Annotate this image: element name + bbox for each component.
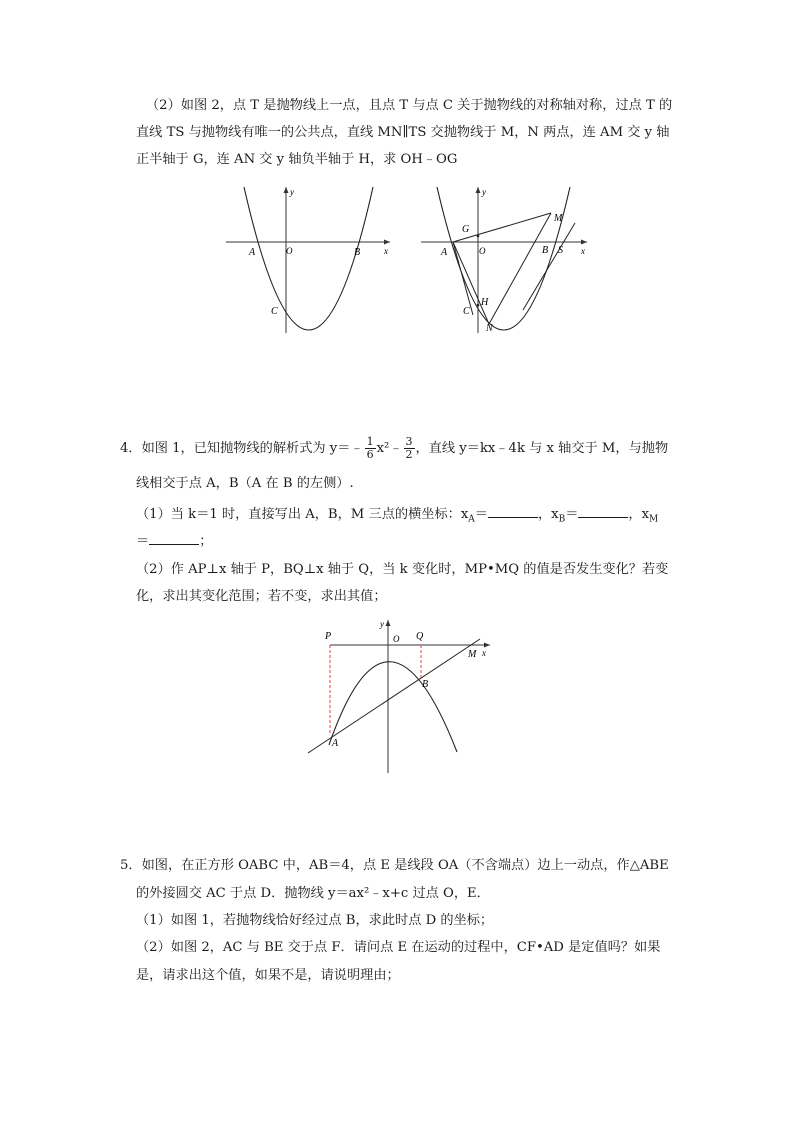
- frac2-num: 3: [405, 435, 413, 448]
- p4-line4-b: ；: [199, 534, 213, 549]
- fig3-point-m: M: [468, 649, 477, 660]
- p5-line5: 是，请求出这个值，如果不是，请说明理由；: [136, 968, 400, 983]
- fraction-three-halves: [404, 436, 415, 461]
- fig3-point-q: Q: [416, 631, 424, 642]
- eq-a: ＝: [474, 507, 488, 522]
- fig3-x-label: x: [482, 648, 486, 658]
- fraction-one-sixth: [365, 436, 376, 461]
- fig1-origin-label: O: [286, 246, 293, 256]
- p4-line4: [136, 532, 212, 552]
- fig2-point-b: B: [542, 245, 549, 256]
- answer-blank-xm[interactable]: [149, 532, 199, 545]
- p4-line3: （1）当 k＝1 时，直接写出 A，B，M 三点的横坐标：$x_A=$ ，$x_B=$ ，$x_M$: [136, 507, 659, 525]
- sub-a: A: [468, 514, 475, 525]
- fig3-origin-label: O: [393, 634, 400, 644]
- fig2-y-label: y: [482, 187, 486, 197]
- figure-parabola-3: [300, 615, 500, 780]
- fig3-point-p: P: [325, 631, 332, 642]
- sub-b: B: [558, 514, 566, 525]
- p5-line1: 5．如图，在正方形 OABC 中，AB＝4，点 E 是线段 OA（不含端点）边上一动点，作△ABE: [120, 858, 669, 873]
- p5-line2: 的外接圆交 AC 于点 D．抛物线 y＝ax²﹣x+c 过点 O，E．: [136, 886, 490, 901]
- p4-line1-a: 4．如图 1，已知抛物线的解析式为 y＝﹣: [120, 441, 364, 456]
- p4-line3-b: ，x: [628, 507, 650, 522]
- fig3-y-label: y: [380, 619, 384, 629]
- comma-a: ，: [537, 507, 552, 522]
- answer-blank-xb[interactable]: [578, 505, 628, 518]
- figure-parabola-1: [220, 183, 395, 338]
- p4-line6: 化，求出其变化范围；若不变，求出其值；: [136, 589, 387, 604]
- p3-part2-line1: （2）如图 2，点 T 是抛物线上一点，且点 T 与点 C 关于抛物线的对称轴对称，过点 T 的: [146, 98, 673, 113]
- fig1-point-a: A: [249, 247, 256, 258]
- p3-part2-line2: 直线 TS 与抛物线有唯一的公共点，直线 MN∥TS 交抛物线于 M，N 两点，连 AM 交 y 轴: [136, 125, 670, 140]
- frac2-den: 2: [405, 448, 413, 461]
- answer-blank-xa[interactable]: [488, 505, 538, 518]
- p3-part2-line3: 正半轴于 G，连 AN 交 y 轴负半轴于 H，求 OH﹣OG: [136, 152, 458, 167]
- p5-line4: （2）如图 2，AC 与 BE 交于点 F．请问点 E 在运动的过程中，CF•AD 是定值吗？如果: [136, 940, 661, 955]
- frac1-num: 1: [366, 435, 374, 448]
- fig2-x-label: x: [581, 246, 585, 256]
- fig1-y-label: y: [290, 187, 294, 197]
- p4-line5: （2）作 AP⊥x 轴于 P，BQ⊥x 轴于 Q，当 k 变化时，MP•MQ 的值是否发生变化？若变: [136, 562, 669, 577]
- eq-b: ＝: [565, 507, 579, 522]
- figure-parabola-2: [415, 183, 590, 338]
- fig1-point-b: B: [354, 247, 361, 258]
- p4-line2: 线相交于点 A，B（A 在 B 的左侧）.: [136, 476, 354, 491]
- p4-line3-a: （1）当 k＝1 时，直接写出 A，B，M 三点的横坐标：x: [136, 507, 469, 522]
- fig3-point-a: A: [332, 738, 339, 749]
- fig2-point-g: G: [462, 224, 470, 235]
- p4-line1-b: x²﹣: [376, 441, 403, 456]
- p4-line1-c: ，直线 y＝kx﹣4k 与 x 轴交于 M，与抛物: [415, 441, 669, 456]
- fig1-point-c: C: [271, 306, 278, 317]
- fig3-point-b: B: [422, 679, 429, 690]
- fig2-point-c: C: [463, 306, 470, 317]
- fig2-point-h: H: [481, 297, 489, 308]
- fig2-point-m: M: [554, 213, 563, 224]
- fig2-point-s: S: [558, 245, 563, 256]
- fig2-origin-label: O: [479, 246, 486, 256]
- p5-line3: （1）如图 1，若抛物线恰好经过点 B，求此时点 D 的坐标；: [136, 913, 494, 928]
- fig2-point-n: N: [486, 323, 493, 334]
- p4-line1: [120, 434, 668, 464]
- fig1-x-label: x: [384, 246, 388, 256]
- sub-m: M: [649, 514, 659, 525]
- p4-line4-a: ＝: [136, 534, 150, 549]
- frac1-den: 6: [366, 448, 374, 461]
- fig2-point-a: A: [441, 247, 448, 258]
